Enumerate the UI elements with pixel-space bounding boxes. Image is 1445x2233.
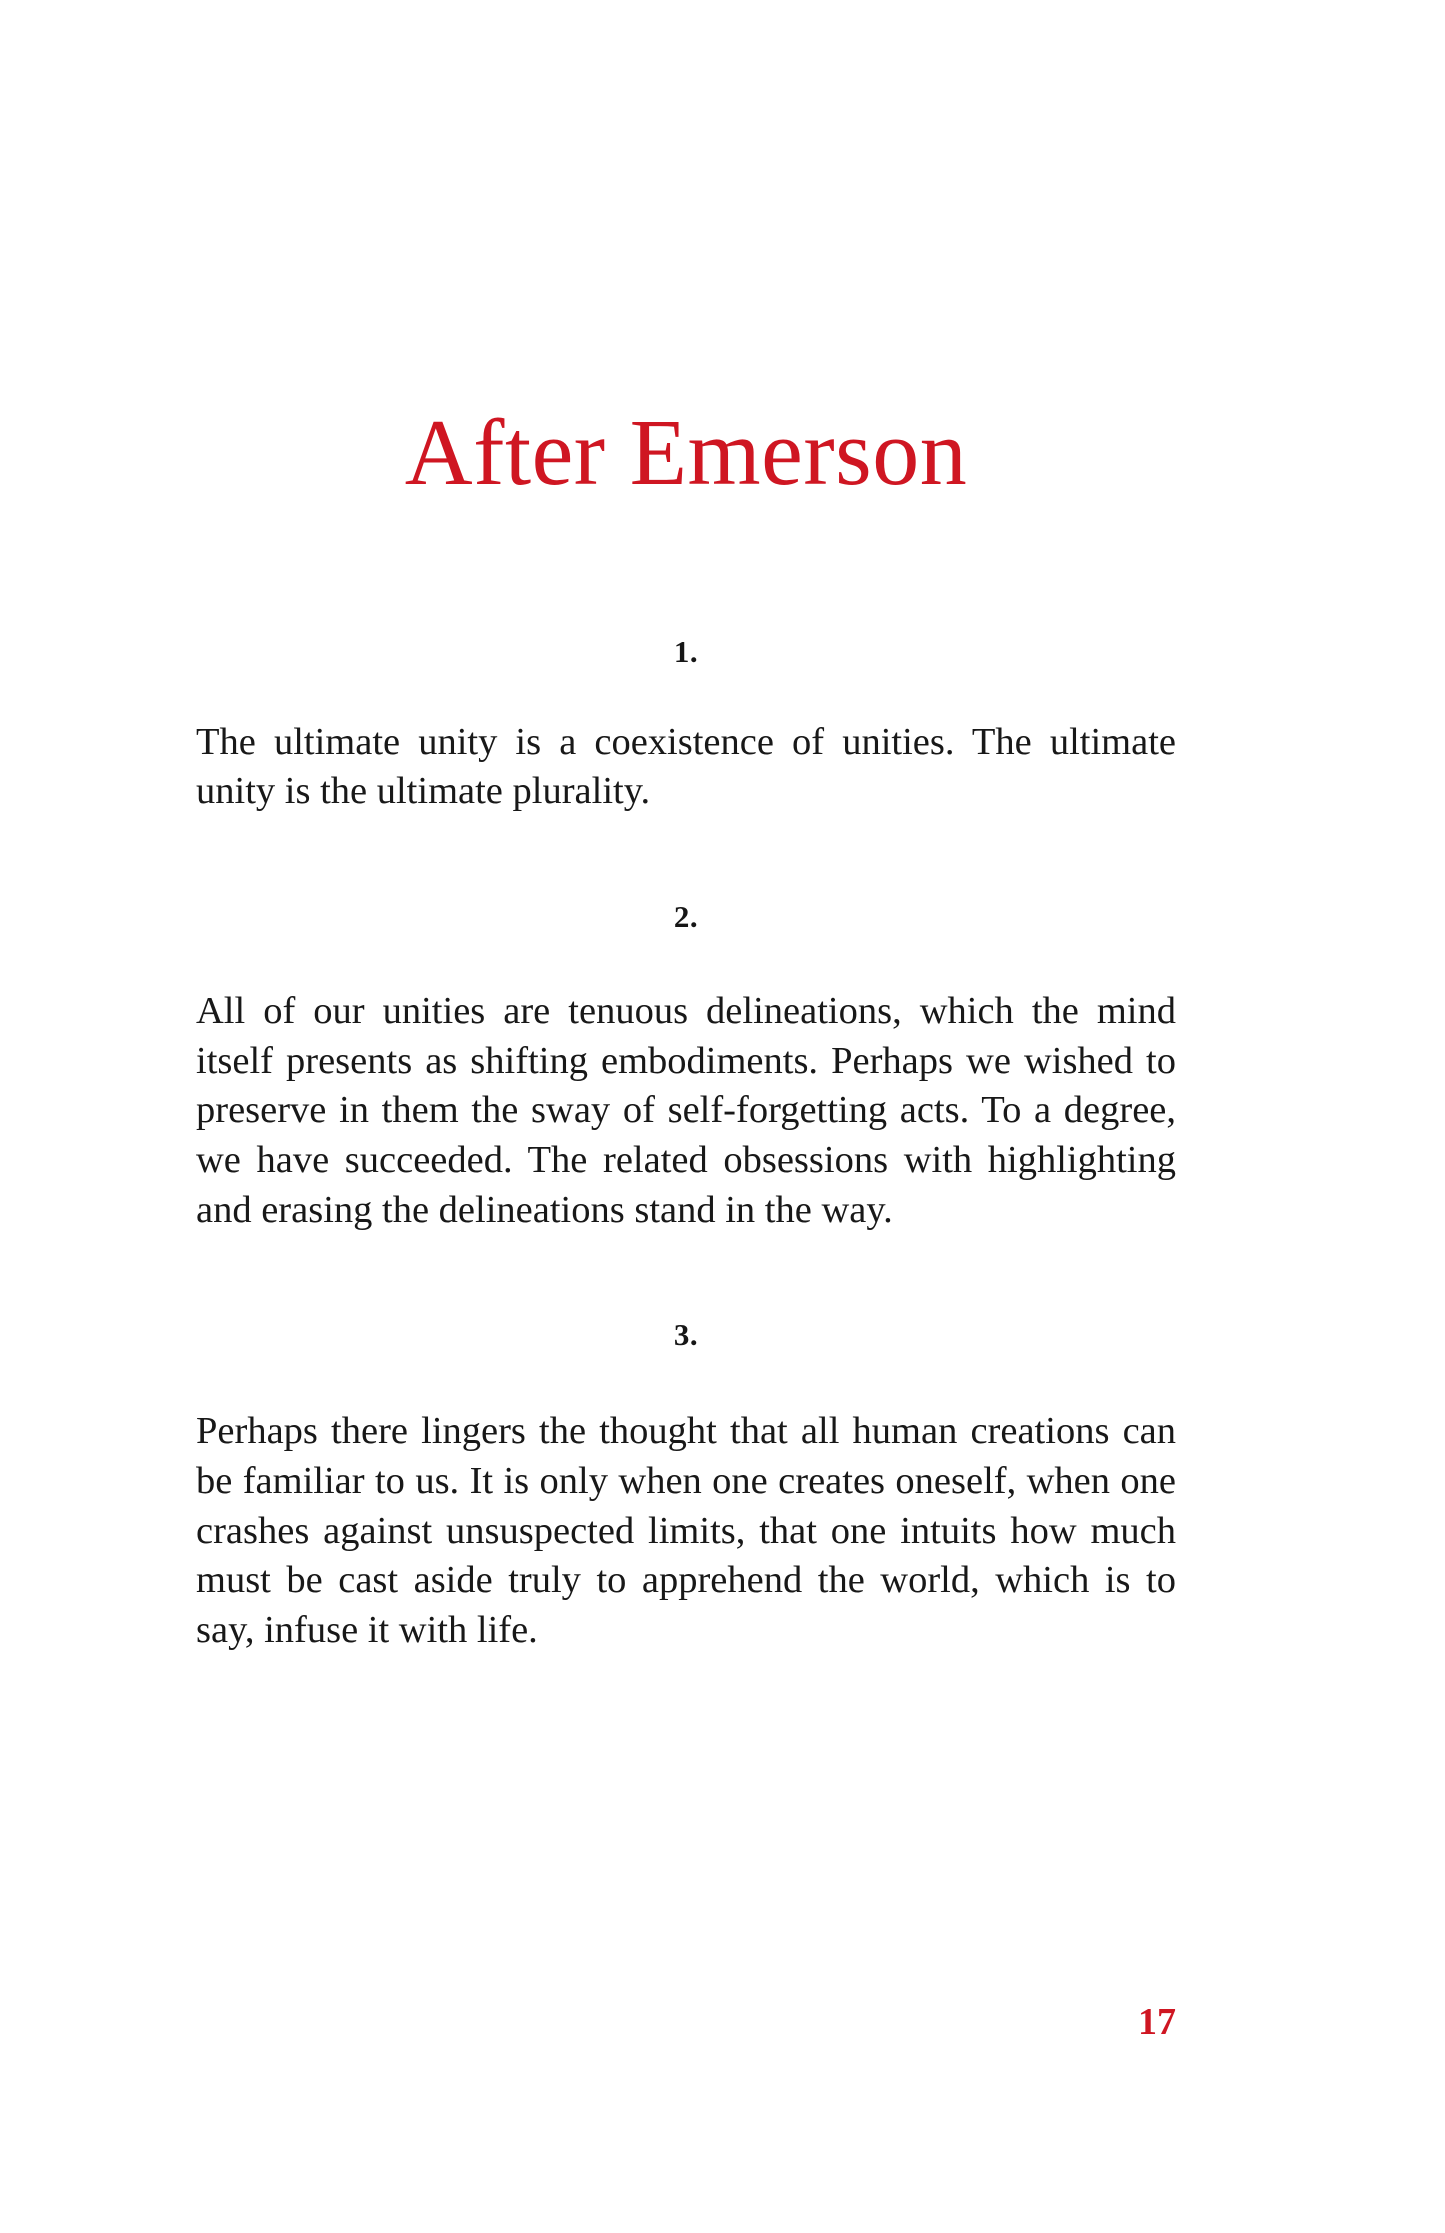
section-paragraph: Perhaps there lingers the thought that all human creations can be familiar to us. It is only when one creates oneself, when one crashes against unsuspected limits, that one intuits how much must be cast aside truly to apprehend the world, which is to say, infuse it with life. <box>196 1410 1176 1651</box>
section-paragraph: The ultimate unity is a coexistence of unities. The ultimate unity is the ultimate plurality. <box>196 720 1176 813</box>
section-2 <box>196 899 1176 1235</box>
page-title: After Emerson <box>404 401 968 505</box>
section-paragraph: All of our unities are tenuous delineations, which the mind itself presents as shifting embodiments. Perhaps we wished to preserve in them the sway of self-forgetting acts. To a degree, we have succeeded. The related obsessions with highlighting and erasing the delineations stand in the way. <box>196 990 1176 1231</box>
section-1 <box>196 634 1176 817</box>
section-number: 1. <box>673 633 699 669</box>
page-content <box>196 0 1176 1656</box>
section-number: 2. <box>673 899 699 934</box>
page-number: 17 <box>1138 2001 1176 2043</box>
section-number: 3. <box>673 1317 699 1353</box>
section-3 <box>196 1317 1176 1655</box>
